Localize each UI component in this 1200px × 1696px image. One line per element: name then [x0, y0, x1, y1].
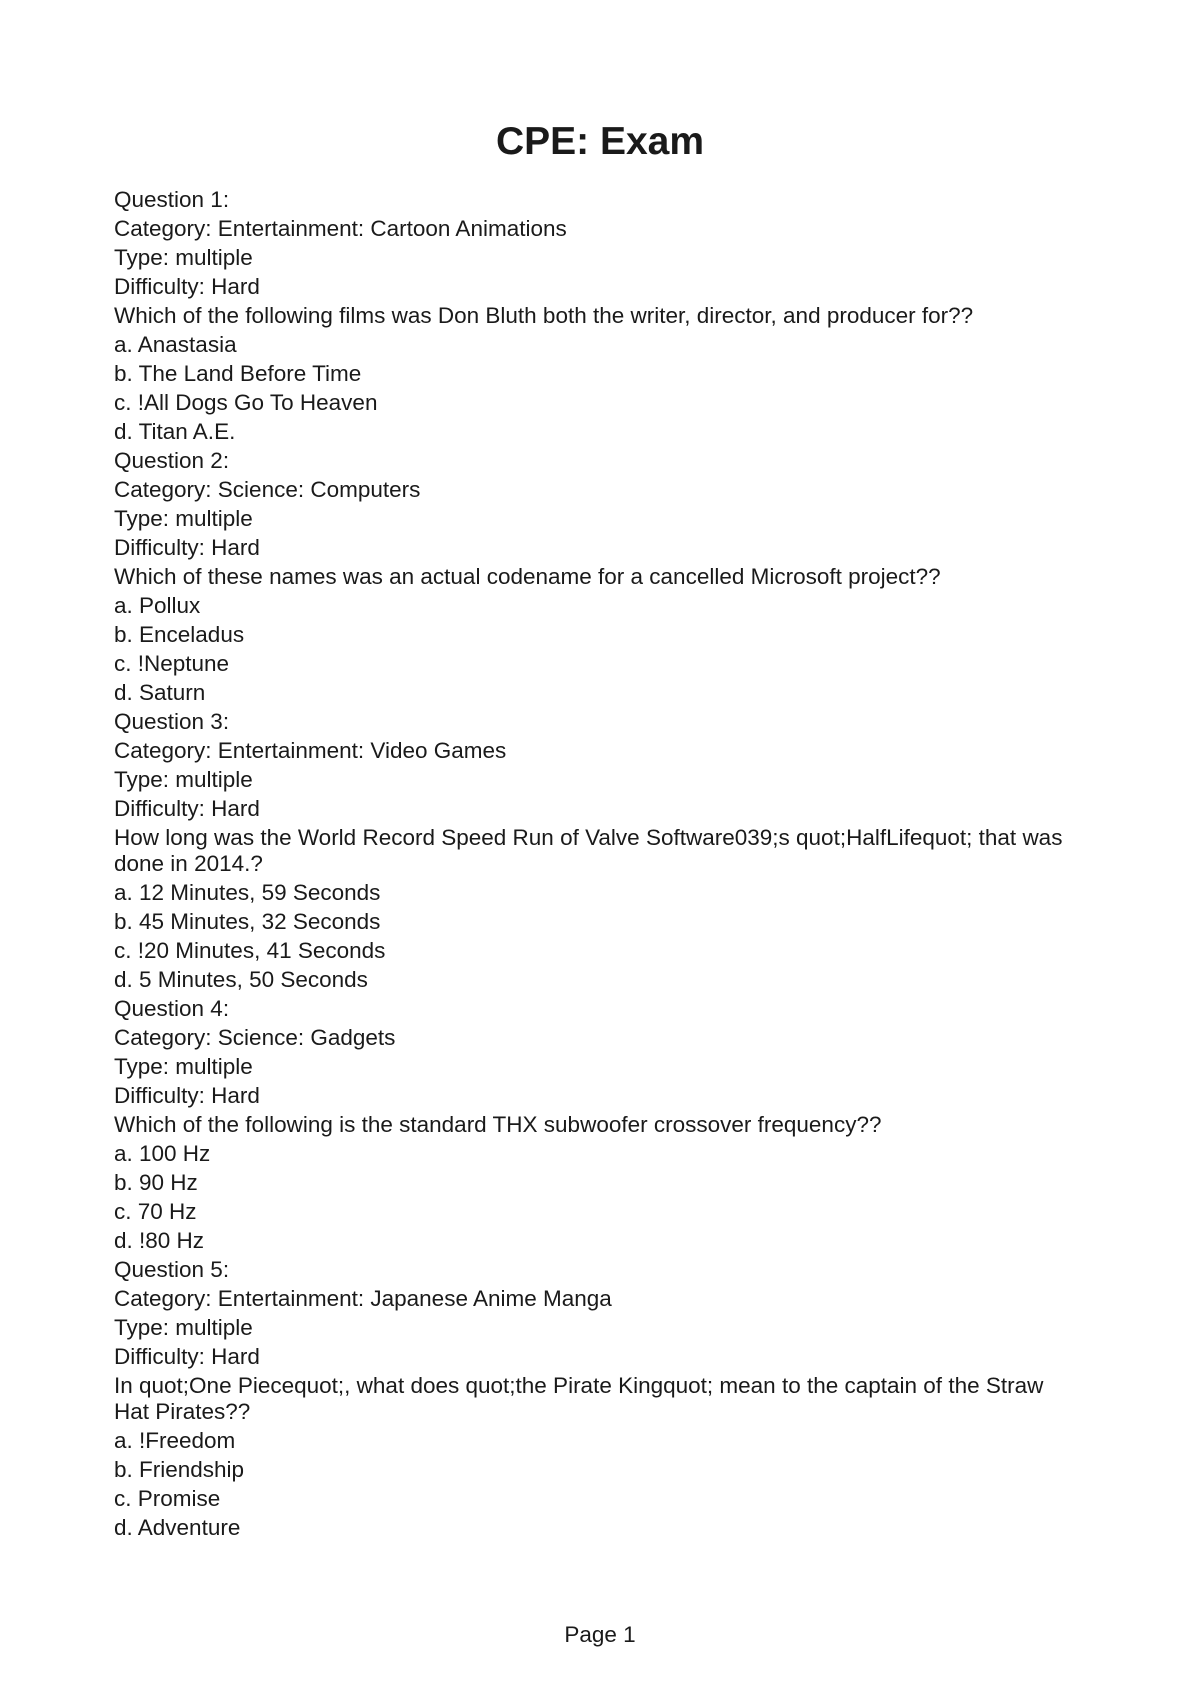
answer-option: b. The Land Before Time	[114, 361, 362, 386]
page-title: CPE: Exam	[495, 120, 705, 163]
answer-option: a. 12 Minutes, 59 Seconds	[114, 880, 381, 905]
answer-option: c. 70 Hz	[114, 1199, 197, 1224]
answer-option: c. !All Dogs Go To Heaven	[114, 390, 378, 415]
question-category: Category: Science: Computers	[114, 477, 421, 502]
question-type: Type: multiple	[114, 1054, 253, 1079]
question-block	[114, 446, 1074, 707]
question-heading: Question 1:	[114, 187, 230, 212]
question-text: Which of the following is the standard THX subwoofer crossover frequency??	[114, 1112, 882, 1137]
question-block	[114, 1255, 1074, 1542]
answer-option: a. Anastasia	[114, 332, 237, 357]
answer-option: a. !Freedom	[114, 1428, 236, 1453]
answer-option: d. Saturn	[114, 680, 206, 705]
answer-option: d. Adventure	[114, 1515, 241, 1540]
question-category: Category: Science: Gadgets	[114, 1025, 396, 1050]
question-difficulty: Difficulty: Hard	[114, 796, 260, 821]
answer-option: d. !80 Hz	[114, 1228, 205, 1253]
page-number: Page 1	[564, 1622, 636, 1647]
question-heading: Question 5:	[114, 1257, 230, 1282]
question-difficulty: Difficulty: Hard	[114, 535, 260, 560]
answer-option: c. Promise	[114, 1486, 221, 1511]
question-text: In quot;One Piecequot;, what does quot;the Pirate Kingquot; mean to the captain of the Straw Hat Pirates??	[114, 1373, 1050, 1424]
question-heading: Question 3:	[114, 709, 230, 734]
question-heading: Question 2:	[114, 448, 230, 473]
answer-option: a. Pollux	[114, 593, 201, 618]
answer-option: b. 90 Hz	[114, 1170, 198, 1195]
question-type: Type: multiple	[114, 767, 253, 792]
question-category: Category: Entertainment: Cartoon Animations	[114, 216, 567, 241]
question-block	[114, 994, 1074, 1255]
question-text: Which of the following films was Don Bluth both the writer, director, and producer for??	[114, 303, 974, 328]
question-text: Which of these names was an actual codename for a cancelled Microsoft project??	[114, 564, 941, 589]
answer-option: c. !20 Minutes, 41 Seconds	[114, 938, 386, 963]
question-block	[114, 707, 1074, 994]
answer-option: d. 5 Minutes, 50 Seconds	[114, 967, 368, 992]
question-block	[114, 185, 1074, 446]
question-type: Type: multiple	[114, 1315, 253, 1340]
question-text: How long was the World Record Speed Run of Valve Software039;s quot;HalfLifequot; that was done in 2014.?	[114, 825, 1069, 876]
question-category: Category: Entertainment: Japanese Anime Manga	[114, 1286, 612, 1311]
question-difficulty: Difficulty: Hard	[114, 274, 260, 299]
answer-option: d. Titan A.E.	[114, 419, 236, 444]
question-heading: Question 4:	[114, 996, 230, 1021]
answer-option: c. !Neptune	[114, 651, 230, 676]
answer-option: b. Enceladus	[114, 622, 245, 647]
question-difficulty: Difficulty: Hard	[114, 1344, 260, 1369]
question-type: Type: multiple	[114, 245, 253, 270]
question-type: Type: multiple	[114, 506, 253, 531]
exam-content	[114, 185, 1074, 1542]
question-category: Category: Entertainment: Video Games	[114, 738, 507, 763]
answer-option: b. Friendship	[114, 1457, 245, 1482]
answer-option: b. 45 Minutes, 32 Seconds	[114, 909, 381, 934]
answer-option: a. 100 Hz	[114, 1141, 211, 1166]
question-difficulty: Difficulty: Hard	[114, 1083, 260, 1108]
